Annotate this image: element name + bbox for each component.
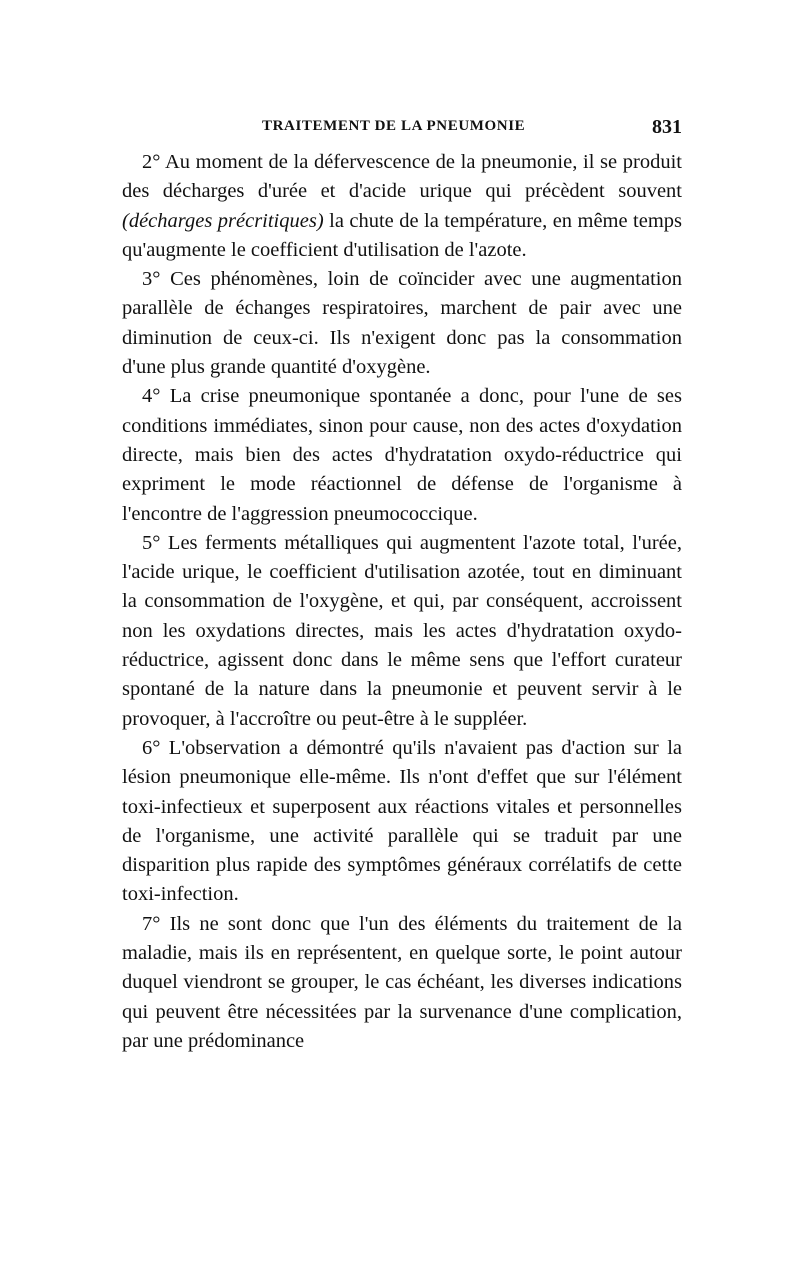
paragraph-4: 4° La crise pneumonique spontanée a donc, pour l'une de ses conditions immédiates, sinon pour cause, non des actes d'oxydation directe, mais bien des actes d'hydratation oxydo-réductrice qui expriment le mode réactionnel de défense de l'organisme à l'encontre de l'aggression pneumococcique. xyxy=(122,385,682,525)
text-body xyxy=(122,148,682,1056)
paragraph-3: 3° Ces phénomènes, loin de coïncider avec une augmentation parallèle de échanges respiratoires, marchent de pair avec une diminution de ceux-ci. Ils n'exigent donc pas la consommation d'une plus grande quantité d'oxygène. xyxy=(122,268,682,379)
page-number: 831 xyxy=(652,116,682,138)
paragraph-5: 5° Les ferments métalliques qui augmentent l'azote total, l'urée, l'acide urique, le coefficient d'utilisation azotée, tout en diminuant la consommation de l'oxygène, et qui, par conséquent, accroissent non les oxydations directes, mais les actes d'hydratation oxydo-réductrice, agissent donc dans le même sens que l'effort curateur spontané de la nature dans la pneumonie et peuvent servir à le provoquer, à l'accroître ou peut-être à le suppléer. xyxy=(122,531,682,730)
paragraph-2: 2° Au moment de la défervescence de la pneumonie, il se produit des décharges d'urée et d'acide urique qui précèdent souvent (décharges précritiques) la chute de la température, en même temps qu'augmente le coefficient d'utilisation de l'azote. xyxy=(122,151,683,261)
running-head xyxy=(122,118,682,142)
paragraph-6: 6° L'observation a démontré qu'ils n'avaient pas d'action sur la lésion pneumonique elle-même. Ils n'ont d'effet que sur l'élément toxi-infectieux et superposent aux réactions vitales et personnelles de l'organisme, une activité parallèle qui se traduit par une disparition plus rapide des symptômes généraux corrélatifs de cette toxi-infection. xyxy=(122,736,682,906)
italic-phrase: (décharges précritiques) xyxy=(122,209,324,232)
running-title: TRAITEMENT DE LA PNEUMONIE xyxy=(262,118,526,134)
paragraph-7: 7° Ils ne sont donc que l'un des éléments du traitement de la maladie, mais ils en représentent, en quelque sorte, le point autour duquel viendront se grouper, le cas échéant, les diverses indications qui peuvent être nécessitées par la survenance d'une complication, par une prédominance xyxy=(122,912,682,1052)
